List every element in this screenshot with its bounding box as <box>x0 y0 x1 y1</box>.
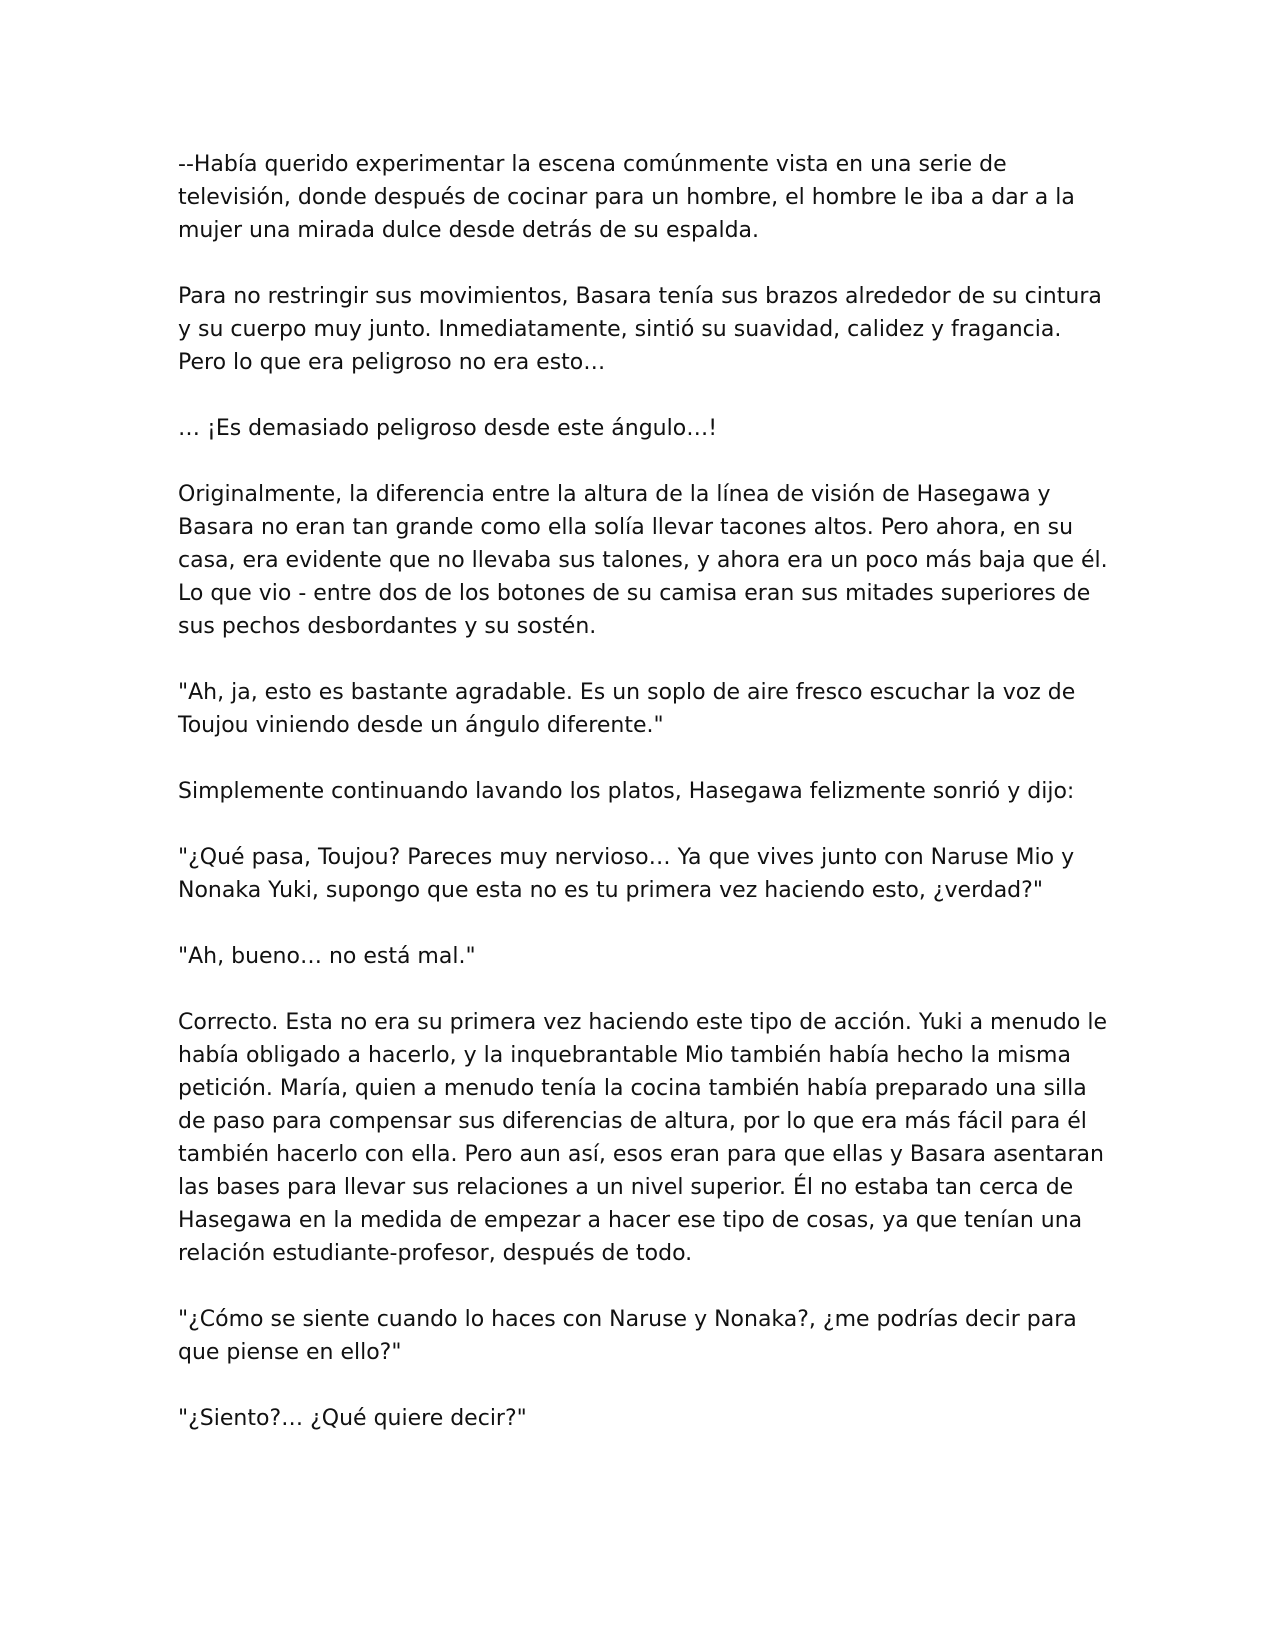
paragraph-line: Lo que vio - entre dos de los botones de su camisa eran sus mitades superiores de <box>178 581 1091 606</box>
paragraph-line: Originalmente, la diferencia entre la altura de la línea de visión de Hasegawa y <box>178 482 1051 507</box>
paragraph-line: Para no restringir sus movimientos, Basara tenía sus brazos alrededor de su cintura <box>178 284 1102 309</box>
paragraph-line: Toujou viniendo desde un ángulo diferente." <box>178 713 664 738</box>
paragraph-line: Simplemente continuando lavando los platos, Hasegawa felizmente sonrió y dijo: <box>178 779 1075 804</box>
paragraph-line: televisión, donde después de cocinar para un hombre, el hombre le iba a dar a la <box>178 185 1075 210</box>
paragraph-line: había obligado a hacerlo, y la inquebrantable Mio también había hecho la misma <box>178 1043 1071 1068</box>
paragraph-line: "¿Siento?… ¿Qué quiere decir?" <box>178 1406 527 1431</box>
paragraph-line: "¿Qué pasa, Toujou? Pareces muy nervioso… Ya que vives junto con Naruse Mio y <box>178 845 1075 870</box>
paragraph-6 <box>178 775 1108 808</box>
paragraph-line: mujer una mirada dulce desde detrás de su espalda. <box>178 218 760 243</box>
paragraph-line: Basara no eran tan grande como ella solía llevar tacones altos. Pero ahora, en su <box>178 515 1074 540</box>
paragraph-line: relación estudiante-profesor, después de todo. <box>178 1241 693 1266</box>
paragraph-line: --Había querido experimentar la escena comúnmente vista en una serie de <box>178 152 1007 177</box>
paragraph-line: petición. María, quien a menudo tenía la cocina también había preparado una silla <box>178 1076 1087 1101</box>
document-body <box>178 148 1108 1468</box>
paragraph-4 <box>178 478 1108 643</box>
paragraph-line: casa, era evidente que no llevaba sus talones, y ahora era un poco más baja que él. <box>178 548 1108 573</box>
paragraph-line: "Ah, ja, esto es bastante agradable. Es un soplo de aire fresco escuchar la voz de <box>178 680 1076 705</box>
paragraph-line: Correcto. Esta no era su primera vez haciendo este tipo de acción. Yuki a menudo le <box>178 1010 1107 1035</box>
paragraph-line: las bases para llevar sus relaciones a un nivel superior. Él no estaba tan cerca de <box>178 1175 1074 1200</box>
paragraph-line: Pero lo que era peligroso no era esto… <box>178 350 606 375</box>
paragraph-7 <box>178 841 1108 907</box>
paragraph-line: Nonaka Yuki, supongo que esta no es tu primera vez haciendo esto, ¿verdad?" <box>178 878 1043 903</box>
paragraph-line: también hacerlo con ella. Pero aun así, esos eran para que ellas y Basara asentaran <box>178 1142 1104 1167</box>
paragraph-line: que piense en ello?" <box>178 1340 402 1365</box>
paragraph-line: "Ah, bueno… no está mal." <box>178 944 476 969</box>
paragraph-2 <box>178 280 1108 379</box>
paragraph-5 <box>178 676 1108 742</box>
paragraph-1 <box>178 148 1108 247</box>
paragraph-11 <box>178 1402 1108 1435</box>
paragraph-line: "¿Cómo se siente cuando lo haces con Naruse y Nonaka?, ¿me podrías decir para <box>178 1307 1077 1332</box>
paragraph-line: … ¡Es demasiado peligroso desde este ángulo…! <box>178 416 718 441</box>
paragraph-8 <box>178 940 1108 973</box>
paragraph-10 <box>178 1303 1108 1369</box>
paragraph-line: Hasegawa en la medida de empezar a hacer ese tipo de cosas, ya que tenían una <box>178 1208 1083 1233</box>
paragraph-line: y su cuerpo muy junto. Inmediatamente, sintió su suavidad, calidez y fragancia. <box>178 317 1062 342</box>
paragraph-line: sus pechos desbordantes y su sostén. <box>178 614 597 639</box>
paragraph-3 <box>178 412 1108 445</box>
paragraph-9 <box>178 1006 1108 1270</box>
paragraph-line: de paso para compensar sus diferencias de altura, por lo que era más fácil para él <box>178 1109 1087 1134</box>
